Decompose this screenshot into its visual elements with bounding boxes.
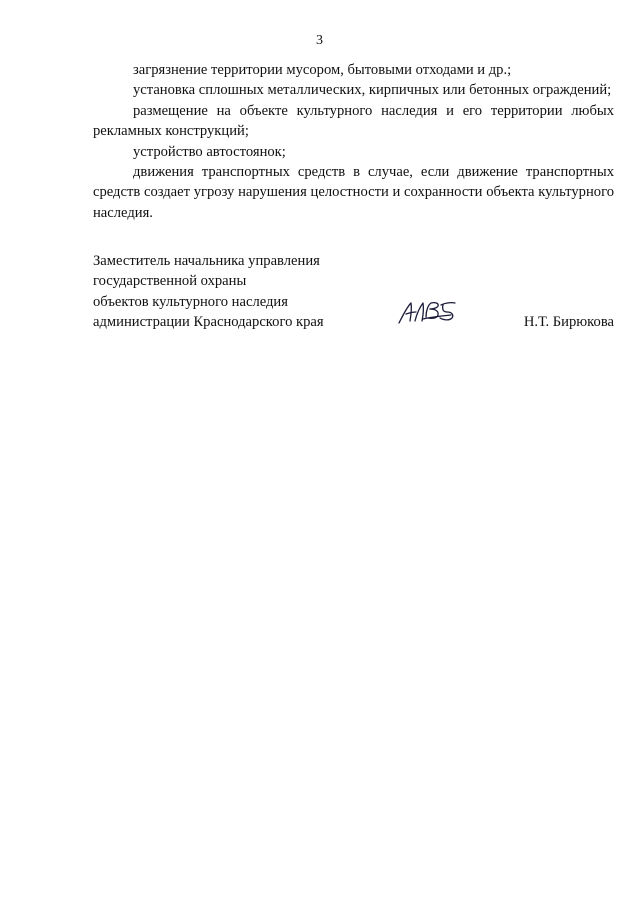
signatory-title-line-2: государственной охраны: [93, 273, 247, 290]
document-body: [93, 60, 614, 223]
list-item-parking: устройство автостоянок;: [133, 143, 286, 160]
list-item-fences: установка сплошных металлических, кирпичных или бетонных ограждений;: [133, 82, 612, 99]
page-number: 3: [316, 33, 323, 48]
signature-block: [93, 251, 614, 333]
signatory-title-line-1: Заместитель начальника управления: [93, 253, 320, 269]
list-item-advertising: размещение на объекте культурного наследия и его территории любых рекламных конструкций;: [93, 102, 614, 140]
list-item-litter: загрязнение территории мусором, бытовыми отходами и др.;: [133, 62, 512, 78]
signatory-title-line-3: объектов культурного наследия: [93, 293, 288, 310]
list-item-traffic: движения транспортных средств в случае, если движение транспортных средств создает угрозу нарушения целостности и сохранности объекта культурного наследия.: [93, 164, 614, 221]
handwritten-signature-icon: [395, 297, 459, 327]
signatory-name: Н.Т. Бирюкова: [523, 314, 614, 330]
signatory-title-line-4: администрации Краснодарского края: [93, 314, 324, 331]
